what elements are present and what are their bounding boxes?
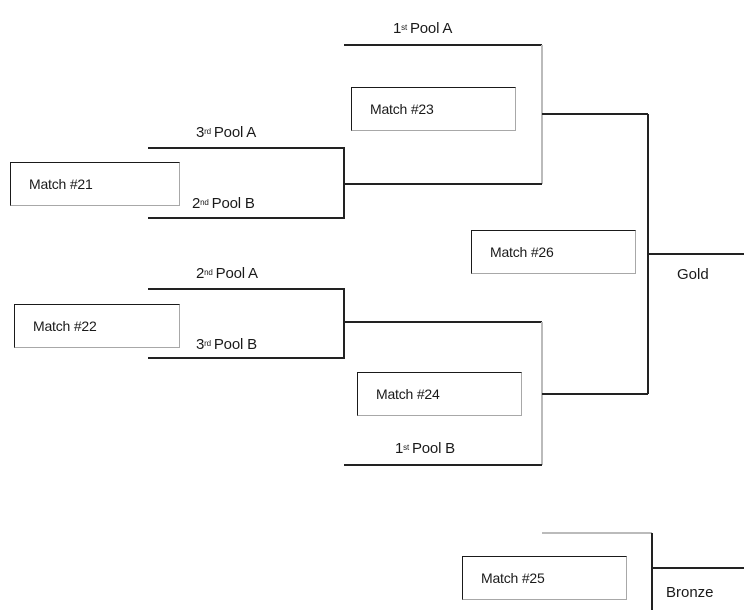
slot-suffix: nd bbox=[204, 268, 213, 277]
slot-2nd-pool-a bbox=[196, 265, 258, 282]
match-24-box[interactable] bbox=[357, 372, 522, 416]
match-22-box[interactable] bbox=[14, 304, 180, 348]
match-25-box[interactable] bbox=[462, 556, 627, 600]
match-21-label: Match #21 bbox=[29, 176, 93, 192]
match-26-box[interactable] bbox=[471, 230, 636, 274]
slot-rank: 2 bbox=[192, 195, 201, 212]
match-25-label: Match #25 bbox=[481, 570, 545, 586]
slot-rank: 2 bbox=[196, 265, 205, 282]
slot-pool: Pool B bbox=[211, 195, 255, 212]
match-21-box[interactable] bbox=[10, 162, 180, 206]
match-26-label: Match #26 bbox=[490, 244, 554, 260]
slot-rank: 1 bbox=[395, 440, 404, 457]
slot-rank: 3 bbox=[196, 124, 205, 141]
slot-pool: Pool A bbox=[213, 124, 257, 141]
slot-rank: 1 bbox=[393, 20, 402, 37]
slot-pool: Pool A bbox=[409, 20, 453, 37]
slot-suffix: st bbox=[401, 23, 407, 32]
slot-suffix: rd bbox=[204, 127, 211, 136]
slot-3rd-pool-a bbox=[196, 124, 256, 141]
slot-2nd-pool-b bbox=[192, 195, 255, 212]
slot-3rd-pool-b bbox=[196, 336, 257, 353]
bronze-label: Bronze bbox=[666, 584, 714, 601]
slot-rank: 3 bbox=[196, 336, 205, 353]
slot-suffix: rd bbox=[204, 339, 211, 348]
slot-suffix: nd bbox=[200, 198, 209, 207]
slot-pool: Pool A bbox=[215, 265, 258, 282]
slot-pool: Pool B bbox=[213, 336, 257, 353]
match-23-box[interactable] bbox=[351, 87, 516, 131]
slot-1st-pool-a bbox=[393, 20, 452, 37]
slot-suffix: st bbox=[403, 443, 409, 452]
gold-label: Gold bbox=[677, 266, 709, 283]
match-24-label: Match #24 bbox=[376, 386, 440, 402]
slot-pool: Pool B bbox=[411, 440, 455, 457]
match-22-label: Match #22 bbox=[33, 318, 97, 334]
slot-1st-pool-b bbox=[395, 440, 455, 457]
match-23-label: Match #23 bbox=[370, 101, 434, 117]
